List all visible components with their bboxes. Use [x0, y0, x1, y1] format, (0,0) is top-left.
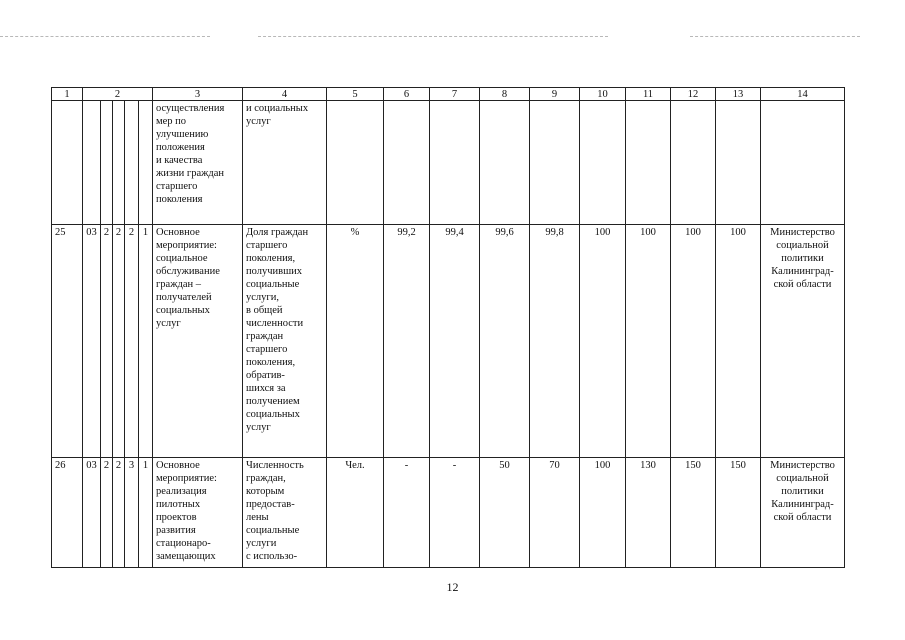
value-cell: [626, 101, 671, 225]
value-cell: 99,4: [430, 225, 480, 458]
value-cell: 150: [671, 458, 716, 568]
value-cell: 99,2: [384, 225, 430, 458]
header-cell: 3: [153, 88, 243, 101]
unit-cell: %: [327, 225, 384, 458]
header-cell: 14: [761, 88, 845, 101]
unit-cell: Чел.: [327, 458, 384, 568]
table-row-continuation: [52, 101, 845, 225]
header-cell: 11: [626, 88, 671, 101]
value-cell: 100: [580, 225, 626, 458]
code-cell: 2: [125, 225, 139, 458]
value-cell: 50: [480, 458, 530, 568]
event-cell: Основное мероприятие: социальное обслуживание граждан – получателей социальных услуг: [153, 225, 243, 458]
responsible-cell: Министерство социальной политики Калининград- ской области: [761, 225, 845, 458]
indicators-table: [51, 87, 845, 568]
header-row: [52, 88, 845, 101]
indicator-cell: Доля граждан старшего поколения, получивших социальные услуги, в общей численности граждан старшего поколения, обратив- шихся за получением социальных услуг: [243, 225, 327, 458]
row-number-cell: 26: [52, 458, 83, 568]
value-cell: [480, 101, 530, 225]
value-cell: 100: [580, 458, 626, 568]
scan-artifact-line: [258, 36, 608, 37]
header-cell: 2: [83, 88, 153, 101]
scan-artifact-line: [0, 36, 210, 37]
code-cell: 3: [125, 458, 139, 568]
value-cell: 100: [671, 225, 716, 458]
event-cell: осуществления мер по улучшению положения и качества жизни граждан старшего поколения: [153, 101, 243, 225]
value-cell: 99,6: [480, 225, 530, 458]
row-number-cell: [52, 101, 83, 225]
scan-artifact-line: [690, 36, 860, 37]
code-cell: [101, 101, 113, 225]
value-cell: [430, 101, 480, 225]
table-row: [52, 225, 845, 458]
code-cell: 2: [101, 225, 113, 458]
code-cell: 1: [139, 225, 153, 458]
header-cell: 8: [480, 88, 530, 101]
value-cell: [530, 101, 580, 225]
unit-cell: [327, 101, 384, 225]
header-cell: 13: [716, 88, 761, 101]
code-cell: [113, 101, 125, 225]
event-cell: Основное мероприятие: реализация пилотных проектов развития стационаро- замещающих: [153, 458, 243, 568]
code-cell: [139, 101, 153, 225]
value-cell: [384, 101, 430, 225]
table-row: [52, 458, 845, 568]
header-cell: 5: [327, 88, 384, 101]
value-cell: [716, 101, 761, 225]
value-cell: 150: [716, 458, 761, 568]
header-cell: 4: [243, 88, 327, 101]
header-cell: 10: [580, 88, 626, 101]
value-cell: 99,8: [530, 225, 580, 458]
code-cell: [125, 101, 139, 225]
code-cell: 2: [113, 458, 125, 568]
value-cell: [671, 101, 716, 225]
header-cell: 6: [384, 88, 430, 101]
value-cell: 100: [626, 225, 671, 458]
code-cell: 2: [113, 225, 125, 458]
value-cell: -: [384, 458, 430, 568]
header-cell: 1: [52, 88, 83, 101]
value-cell: 100: [716, 225, 761, 458]
page-number: 12: [446, 580, 459, 594]
code-cell: [83, 101, 101, 225]
indicator-cell: и социальных услуг: [243, 101, 327, 225]
value-cell: [580, 101, 626, 225]
code-cell: 03: [83, 458, 101, 568]
code-cell: 2: [101, 458, 113, 568]
indicator-cell: Численность граждан, которым предостав- лены социальные услуги с использо-: [243, 458, 327, 568]
code-cell: 03: [83, 225, 101, 458]
row-number-cell: 25: [52, 225, 83, 458]
responsible-cell: Министерство социальной политики Калининград- ской области: [761, 458, 845, 568]
value-cell: 130: [626, 458, 671, 568]
code-cell: 1: [139, 458, 153, 568]
header-cell: 9: [530, 88, 580, 101]
header-cell: 12: [671, 88, 716, 101]
value-cell: -: [430, 458, 480, 568]
responsible-cell: [761, 101, 845, 225]
header-cell: 7: [430, 88, 480, 101]
value-cell: 70: [530, 458, 580, 568]
